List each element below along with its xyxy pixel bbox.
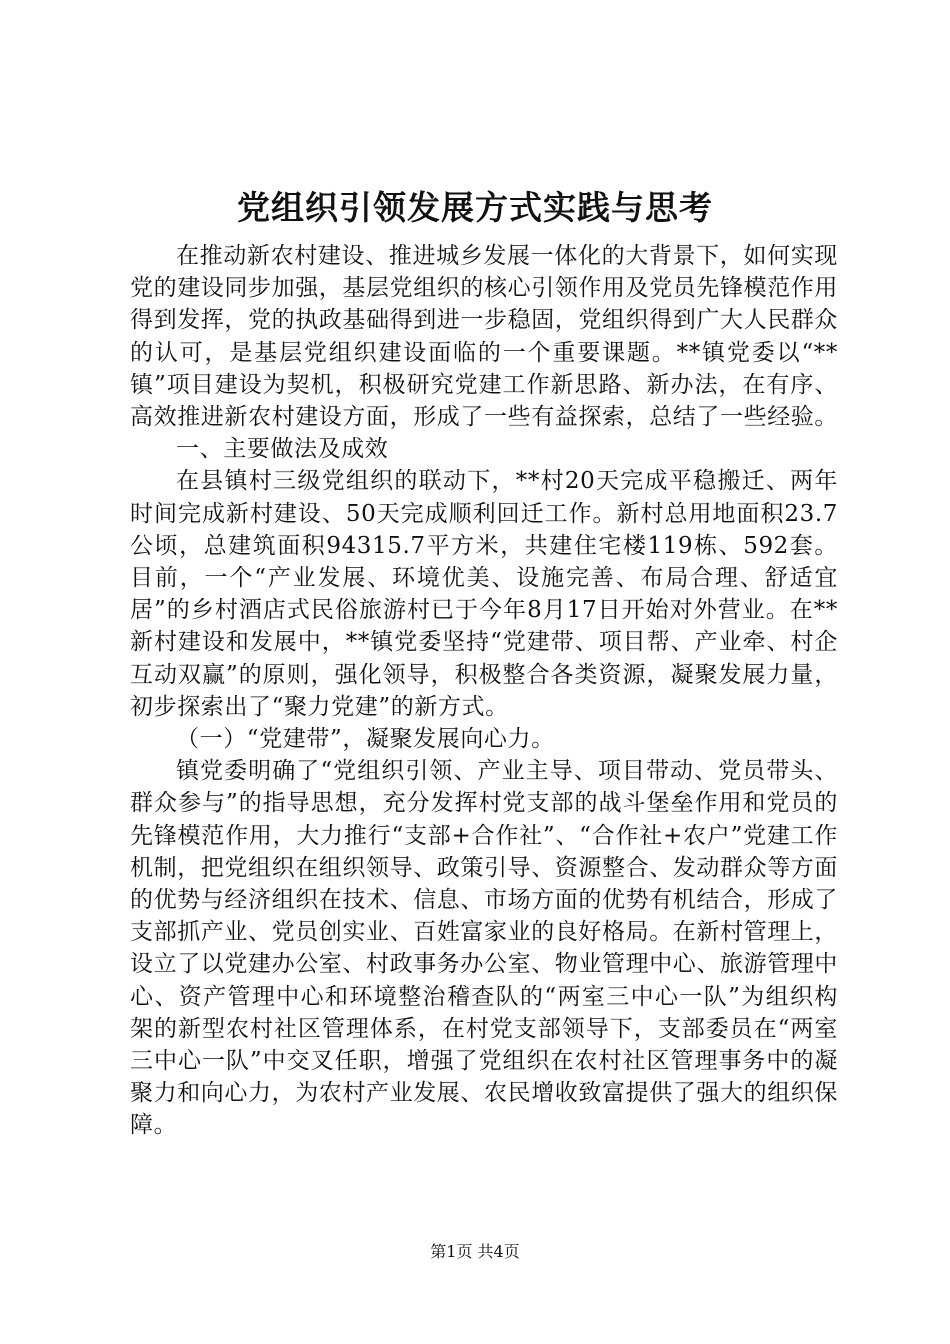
document-body (130, 240, 838, 1142)
paragraph-intro: 在推动新农村建设、推进城乡发展一体化的大背景下，如何实现党的建设同步加强，基层党组织的核心引领作用及党员先锋模范作用得到发挥，党的执政基础得到进一步稳固，党组织得到广大人民群众的认可，是基层党组织建设面临的一个重要课题。**镇党委以“**镇”项目建设为契机，积极研究党建工作新思路、新办法，在有序、高效推进新农村建设方面，形成了一些有益探索，总结了一些经验。 (130, 243, 838, 431)
document-title: 党组织引领发展方式实践与思考 (237, 188, 713, 227)
paragraph-results: 在县镇村三级党组织的联动下，**村20天完成平稳搬迁、两年时间完成新村建设、50天完成顺利回迁工作。新村总用地面积23.7公顷，总建筑面积94315.7平方米，共建住宅楼119栋、592套。目前，一个“产业发展、环境优美、设施完善、布局合理、舒适宜居”的乡村酒店式民俗旅游村已于今年8月17日开始对外营业。在**新村建设和发展中，**镇党委坚持“党建带、项目帮、产业牵、村企互动双赢”的原则，强化领导，积极整合各类资源，凝聚发展力量，初步探索出了“聚力党建”的新方式。 (130, 468, 838, 720)
section-heading-main-practices: 一、主要做法及成效 (176, 436, 389, 463)
subsection-heading-party-building: （一）“党建带”，凝聚发展向心力。 (176, 726, 555, 753)
paragraph-party-committee: 镇党委明确了“党组织引领、产业主导、项目带动、党员带头、群众参与”的指导思想，充分发挥村党支部的战斗堡垒作用和党员的先锋模范作用，大力推行“支部+合作社”、“合作社+农户”党建工作机制，把党组织在组织领导、政策引导、资源整合、发动群众等方面的优势与经济组织在技术、信息、市场方面的优势有机结合，形成了支部抓产业、党员创实业、百姓富家业的良好格局。在新村管理上，设立了以党建办公室、村政事务办公室、物业管理中心、旅游管理中心、资产管理中心和环境整治稽查队的“两室三中心一队”为组织构架的新型农村社区管理体系，在村党支部领导下，支部委员在“两室三中心一队”中交叉任职，增强了党组织在农村社区管理事务中的凝聚力和向心力，为农村产业发展、农民增收致富提供了强大的组织保障。 (130, 758, 838, 1139)
page-footer: 第1页 共4页 (430, 1242, 520, 1261)
